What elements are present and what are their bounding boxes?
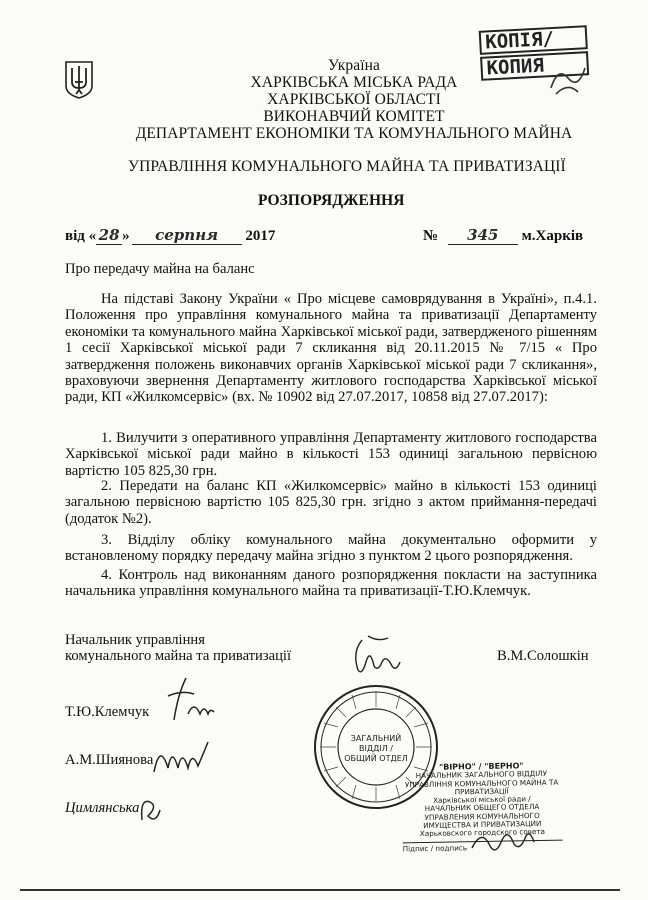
city: м.Харків	[521, 228, 584, 244]
approval-1-signature-icon	[160, 674, 216, 724]
copy-stamp-line1: КОПІЯ/	[479, 25, 588, 55]
document-number: 345	[448, 226, 518, 245]
signature-name: В.М.Солошкін	[497, 648, 589, 664]
seal-center-line1: ЗАГАЛЬНИЙ	[350, 734, 402, 743]
verno-signature-icon	[468, 822, 538, 858]
verno-line4: НАЧАЛЬНИК ОБЩЕГО ОТДЕЛА	[424, 802, 540, 814]
subject-line: Про передачу майна на баланс	[65, 261, 255, 277]
item-2: 2. Передати на баланс КП «Жилкомсервіс» майно в кількості 153 одиниці загальною первісною вартістю 105 825,30 грн. згідно з актом приймання-передачі (додаток №2).	[65, 478, 597, 527]
item-1: 1. Вилучити з оперативного управління Департаменту житлового господарства Харківської міської ради майно в кількості 153 одиниці загальною первісною вартістю 105 825,30 грн.	[65, 430, 597, 479]
preamble-paragraph: На підставі Закону України « Про місцеве самоврядування в Україні», п.4.1. Положення про управління комунального майна та приватизації Департаменту економіки та комунального майна Харківської міської ради, затвердженого рішенням 1 сесії Харківської міської ради 7 скликання від 20.11.2015 № 7/15 « Про затвердження положень виконавчих органів Харківської міської ради 7 скликання», враховуючи звернення Департаменту житлового господарства Харківської міської ради, КП «Жилкомсервіс» (вх. № 10902 від 27.07.2017, 10858 від 27.07.2017):	[65, 291, 597, 406]
header-council: ХАРКІВСЬКА МІСЬКА РАДА	[250, 74, 458, 91]
verno-line5: УПРАВЛЕНИЯ КОМУНАЛЬНОГО ИМУЩЕСТВА И ПРИВАТИЗАЦИИ	[423, 810, 542, 831]
signature-title	[65, 632, 291, 665]
approval-2-name: А.М.Шиянова	[65, 752, 154, 768]
copy-stamp-line2: КОПИЯ	[480, 51, 589, 81]
head-signature-icon	[348, 632, 404, 680]
date-prefix: від «	[65, 228, 97, 244]
approval-1-name: Т.Ю.Клемчук	[65, 704, 150, 720]
header-country: Україна	[328, 57, 380, 74]
number-prefix: №	[423, 228, 439, 244]
signature-title-line1: Начальник управління	[65, 632, 205, 648]
coat-of-arms-icon	[64, 60, 94, 100]
date-mid: »	[122, 228, 130, 244]
verno-line3: Харківської міської ради /	[432, 794, 531, 806]
document-type: РОЗПОРЯДЖЕННЯ	[258, 192, 405, 209]
approval-3-signature-icon	[136, 790, 166, 830]
date-day: 28	[96, 226, 122, 245]
verno-title: "ВІРНО" / "ВЕРНО"	[438, 761, 524, 772]
verno-line6: Харьковского городского совета	[419, 827, 546, 839]
seal-center-line3: ОБЩИЙ ОТДЕЛ	[344, 754, 408, 763]
date-month: серпня	[132, 226, 242, 245]
verno-line2: УПРАВЛІННЯ КОМУНАЛЬНОГО МАЙНА ТА ПРИВАТИЗАЦІЇ	[404, 777, 559, 797]
date-year: 2017	[245, 228, 276, 244]
item-4: 4. Контроль над виконанням даного розпорядження покласти на заступника начальника управління комунального майна та приватизації-Т.Ю.Клемчук.	[65, 567, 597, 600]
approval-2-signature-icon	[150, 732, 210, 782]
approval-3-name: Цимлянська	[65, 800, 140, 816]
header-division: УПРАВЛІННЯ КОМУНАЛЬНОГО МАЙНА ТА ПРИВАТИЗАЦІЇ	[128, 158, 566, 175]
scan-border-line	[20, 889, 620, 891]
copy-stamp-signature-icon	[548, 58, 588, 98]
verno-line1: НАЧАЛЬНИК ЗАГАЛЬНОГО ВІДДІЛУ	[415, 769, 548, 781]
date-line	[65, 226, 597, 246]
header-committee: ВИКОНАВЧИЙ КОМІТЕТ	[263, 108, 445, 125]
header-department: ДЕПАРТАМЕНТ ЕКОНОМІКИ ТА КОМУНАЛЬНОГО МАЙНА	[135, 125, 573, 142]
seal-center-line2: ВІДДІЛ /	[359, 744, 393, 753]
verno-sign-label: Підпис / подпись	[402, 842, 468, 854]
signature-title-line2: комунального майна та приватизації	[65, 648, 292, 665]
header-region: ХАРКІВСЬКОЇ ОБЛАСТІ	[267, 91, 441, 108]
item-3: 3. Відділу обліку комунального майна документально оформити у встановленому порядку передачу майна згідно з пунктом 2 цього розпорядження.	[65, 532, 597, 565]
